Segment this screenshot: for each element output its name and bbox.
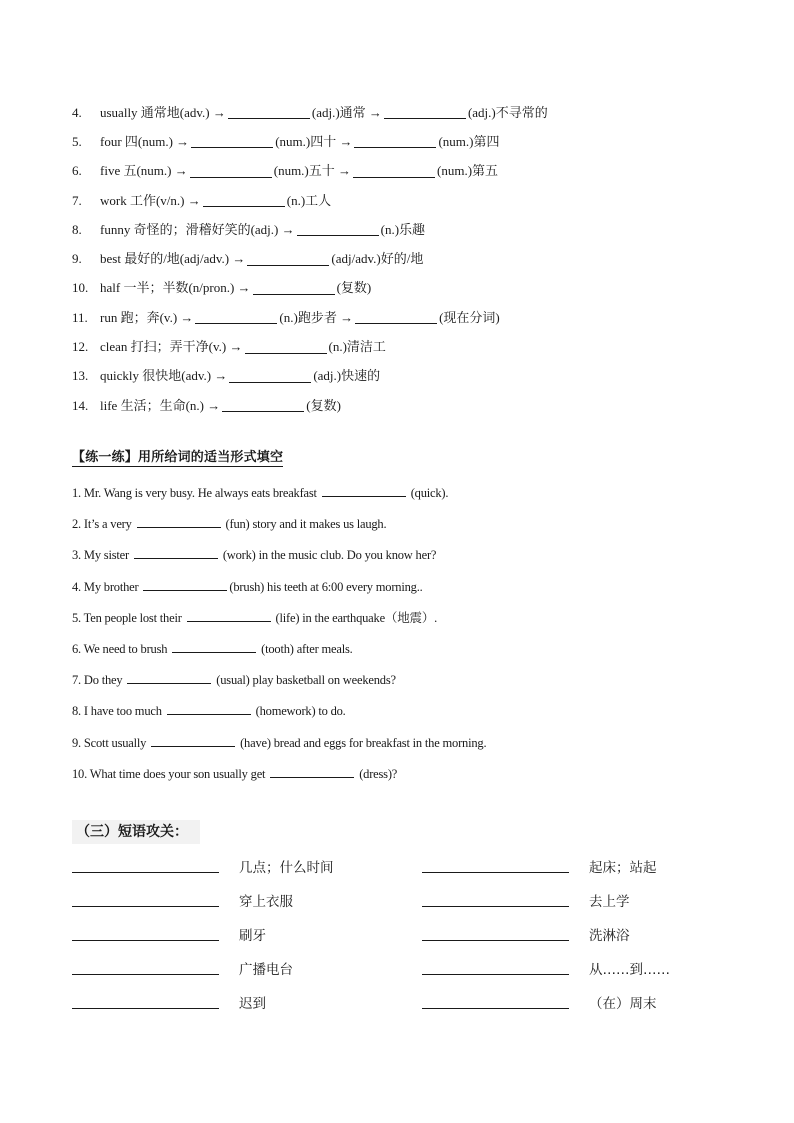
phrases-title: （三）短语攻关： [72, 820, 200, 844]
exercise-text: 3. My sister [72, 548, 132, 563]
phrase-row [72, 954, 712, 988]
answer-blank[interactable] [422, 872, 569, 873]
item-text: (复数) [336, 280, 372, 296]
answer-blank[interactable] [72, 1008, 219, 1009]
item-number: 4. [72, 104, 82, 120]
list-item [72, 186, 732, 215]
list-item [72, 303, 732, 332]
item-text: clean 打扫；弄干净(v.) → [100, 339, 243, 355]
answer-blank[interactable] [203, 194, 285, 207]
answer-blank[interactable] [137, 515, 221, 528]
phrase-meaning: 几点；什么时间 [239, 860, 334, 876]
item-number: 8. [72, 221, 82, 237]
item-number: 6. [72, 163, 82, 179]
item-text: funny 奇怪的；滑稽好笑的(adj.) → [100, 221, 295, 237]
item-text: (n.)工人 [286, 192, 332, 208]
answer-blank[interactable] [222, 399, 304, 412]
answer-blank[interactable] [253, 282, 335, 295]
exercise-item [72, 608, 732, 639]
answer-blank[interactable] [151, 734, 235, 747]
item-text: run 跑；奔(v.) → [100, 309, 194, 325]
exercise-text: (tooth) after meals. [258, 641, 353, 656]
item-text: (n.)乐趣 [380, 221, 426, 237]
exercise-text: 4. My brother [72, 579, 142, 594]
answer-blank[interactable] [229, 370, 311, 383]
phrase-meaning: 广播电台 [239, 962, 293, 978]
answer-blank[interactable] [72, 974, 219, 975]
phrase-row [72, 886, 712, 920]
list-item [72, 127, 732, 156]
answer-blank[interactable] [297, 223, 379, 236]
exercise-text: (dress)? [356, 766, 398, 781]
phrase-meaning: （在）周末 [589, 996, 657, 1012]
item-text: (num.)第五 [437, 163, 499, 179]
answer-blank[interactable] [167, 702, 251, 715]
phrase-meaning: 迟到 [239, 996, 266, 1012]
phrase-row [72, 852, 712, 886]
exercise-item [72, 577, 732, 608]
phrase-row [72, 920, 712, 954]
answer-blank[interactable] [270, 765, 354, 778]
item-number: 11. [72, 309, 88, 325]
answer-blank[interactable] [384, 106, 466, 119]
exercise-text: (usual) play basketball on weekends? [213, 673, 396, 688]
exercise-item [72, 639, 732, 670]
answer-blank[interactable] [353, 165, 435, 178]
list-item [72, 215, 732, 244]
phrases-grid [72, 852, 712, 1022]
list-item [72, 98, 732, 127]
phrase-meaning: 起床；站起 [589, 860, 657, 876]
list-item [72, 274, 732, 303]
item-text: (num.)第四 [438, 133, 500, 149]
answer-blank[interactable] [143, 578, 227, 591]
exercise-item [72, 670, 732, 701]
item-text: (adj.)通常 → [311, 104, 382, 120]
list-item [72, 362, 732, 391]
list-item [72, 157, 732, 186]
answer-blank[interactable] [172, 640, 256, 653]
exercise-text: 1. Mr. Wang is very busy. He always eats breakfast [72, 486, 320, 500]
exercise-text: (homework) to do. [252, 704, 346, 719]
item-text: four 四(num.) → [100, 133, 190, 149]
exercise-text: 8. I have too much [72, 704, 165, 719]
answer-blank[interactable] [127, 671, 211, 684]
answer-blank[interactable] [422, 974, 569, 975]
item-number: 14. [72, 397, 89, 413]
answer-blank[interactable] [322, 484, 406, 497]
answer-blank[interactable] [190, 165, 272, 178]
exercise-text: 6. We need to brush [72, 641, 171, 656]
exercise-text: (have) bread and eggs for breakfast in the morning. [237, 735, 487, 750]
answer-blank[interactable] [72, 872, 219, 873]
answer-blank[interactable] [245, 341, 327, 354]
item-number: 10. [72, 280, 89, 296]
answer-blank[interactable] [134, 546, 218, 559]
list-item [72, 244, 732, 273]
phrase-meaning: 穿上衣服 [239, 894, 293, 910]
answer-blank[interactable] [195, 311, 277, 324]
item-text: life 生活；生命(n.) → [100, 397, 221, 413]
exercise-text: 10. What time does your son usually get [72, 766, 269, 781]
answer-blank[interactable] [187, 609, 271, 622]
item-number: 13. [72, 368, 89, 384]
item-text: (n.)清洁工 [328, 339, 386, 355]
item-text: (现在分词) [439, 309, 500, 325]
item-text: work 工作(v/n.) → [100, 192, 201, 208]
item-text: (adj.)不寻常的 [467, 104, 548, 120]
answer-blank[interactable] [247, 253, 329, 266]
answer-blank[interactable] [355, 311, 437, 324]
phrase-row [72, 988, 712, 1022]
item-number: 5. [72, 133, 82, 149]
answer-blank[interactable] [191, 135, 273, 148]
phrase-meaning: 刷牙 [239, 928, 266, 944]
exercise-item [72, 764, 732, 795]
item-number: 9. [72, 251, 82, 267]
exercise-text: (fun) story and it makes us laugh. [222, 517, 387, 532]
exercise-item [72, 545, 732, 576]
item-number: 12. [72, 339, 89, 355]
exercise-item [72, 483, 732, 514]
answer-blank[interactable] [354, 135, 436, 148]
item-text: (num.)四十 → [275, 133, 353, 149]
item-text: best 最好的/地(adj/adv.) → [100, 251, 246, 267]
item-text: (adj.)快速的 [313, 368, 381, 384]
exercise-title: 【练一练】用所给词的适当形式填空 [72, 446, 283, 467]
item-text: (adj/adv.)好的/地 [331, 251, 424, 267]
list-item [72, 332, 732, 361]
exercise-item [72, 514, 732, 545]
phrase-meaning: 从……到…… [589, 962, 670, 978]
exercise-list [72, 483, 732, 795]
exercise-text: 2. It’s a very [72, 517, 135, 532]
answer-blank[interactable] [422, 906, 569, 907]
item-text: half 一半；半数(n/pron.) → [100, 280, 251, 296]
exercise-text: 5. Ten people lost their [72, 610, 185, 625]
item-text: five 五(num.) → [100, 163, 188, 179]
exercise-item [72, 701, 732, 732]
phrase-meaning: 洗淋浴 [589, 928, 630, 944]
item-text: (复数) [306, 397, 341, 413]
answer-blank[interactable] [422, 940, 569, 941]
answer-blank[interactable] [228, 106, 310, 119]
exercise-text: (life) in the earthquake（地震）. [272, 610, 438, 625]
item-number: 7. [72, 192, 82, 208]
exercise-text: 9. Scott usually [72, 735, 150, 750]
word-form-list [72, 98, 732, 420]
phrase-meaning: 去上学 [589, 894, 630, 910]
exercise-text: 7. Do they [72, 673, 126, 688]
item-text: (n.)跑步者 → [279, 309, 354, 325]
list-item [72, 391, 732, 420]
exercise-text: (brush) his teeth at 6:00 every morning.. [229, 579, 423, 594]
item-text: usually 通常地(adv.) → [100, 104, 226, 120]
answer-blank[interactable] [422, 1008, 569, 1009]
exercise-item [72, 733, 732, 764]
answer-blank[interactable] [72, 906, 219, 907]
answer-blank[interactable] [72, 940, 219, 941]
item-text: (num.)五十 → [273, 163, 352, 179]
exercise-text: (work) in the music club. Do you know her? [219, 548, 437, 563]
item-text: quickly 很快地(adv.) → [100, 368, 228, 384]
exercise-text: (quick). [407, 486, 449, 500]
